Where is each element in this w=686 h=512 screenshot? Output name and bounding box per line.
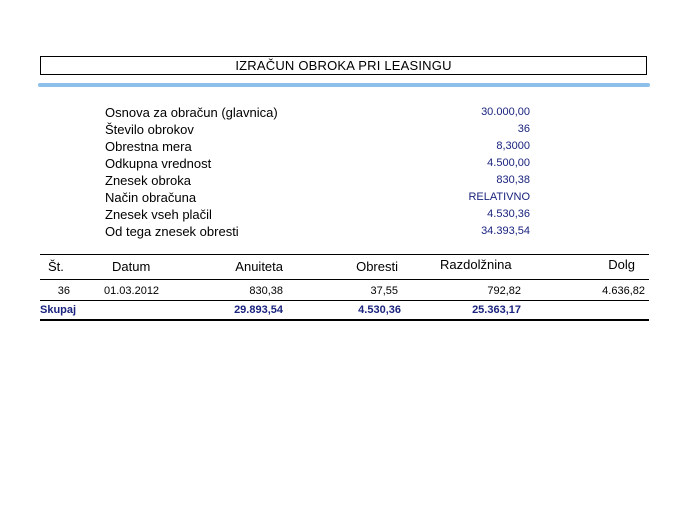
param-label: Način obračuna xyxy=(105,190,197,205)
row-separator-rule xyxy=(40,300,649,301)
param-value: 4.530,36 xyxy=(487,208,530,220)
totals-label: Skupaj xyxy=(40,304,77,316)
cell-st: 36 xyxy=(57,285,70,297)
param-label: Znesek vseh plačil xyxy=(105,207,212,222)
param-label: Obrestna mera xyxy=(105,139,192,154)
cell-datum: 01.03.2012 xyxy=(104,285,160,297)
param-row-buyout-value xyxy=(0,155,686,172)
total-anuiteta: 29.893,54 xyxy=(234,304,283,316)
param-row-interest-total xyxy=(0,223,686,240)
column-header-anuiteta: Anuiteta xyxy=(235,259,283,274)
param-label: Število obrokov xyxy=(105,122,194,137)
param-label: Odkupna vrednost xyxy=(105,156,212,171)
cell-obresti: 37,55 xyxy=(370,285,398,297)
param-value: 830,38 xyxy=(496,174,530,186)
param-value: 30.000,00 xyxy=(481,106,530,118)
header-bottom-rule xyxy=(40,279,649,280)
column-header-datum: Datum xyxy=(112,259,151,274)
report-title: IZRAČUN OBROKA PRI LEASINGU xyxy=(40,56,647,75)
column-header-st: Št. xyxy=(48,259,64,274)
cell-razdolznina: 792,82 xyxy=(487,285,521,297)
param-row-interest-rate xyxy=(0,138,686,155)
param-label: Osnova za obračun (glavnica) xyxy=(105,105,278,120)
table-bottom-rule xyxy=(40,319,649,321)
param-label: Od tega znesek obresti xyxy=(105,224,239,239)
param-row-installments xyxy=(0,121,686,138)
param-value: 4.500,00 xyxy=(487,157,530,169)
param-label: Znesek obroka xyxy=(105,173,191,188)
param-row-principal xyxy=(0,104,686,121)
title-underline-bar xyxy=(38,83,650,87)
param-row-installment-amount xyxy=(0,172,686,189)
column-header-razdolznina: Razdolžnina xyxy=(440,257,512,272)
column-header-obresti: Obresti xyxy=(356,259,398,274)
param-value: 8,3000 xyxy=(496,140,530,152)
column-header-dolg: Dolg xyxy=(608,257,635,272)
param-row-calc-method xyxy=(0,189,686,206)
cell-anuiteta: 830,38 xyxy=(249,285,283,297)
total-razdolznina: 25.363,17 xyxy=(472,304,521,316)
param-row-total-payments xyxy=(0,206,686,223)
cell-dolg: 4.636,82 xyxy=(602,285,645,297)
param-value: 34.393,54 xyxy=(481,225,530,237)
total-obresti: 4.530,36 xyxy=(358,304,401,316)
table-top-rule xyxy=(40,254,649,255)
param-value: 36 xyxy=(517,123,530,135)
param-value: RELATIVNO xyxy=(468,191,530,203)
